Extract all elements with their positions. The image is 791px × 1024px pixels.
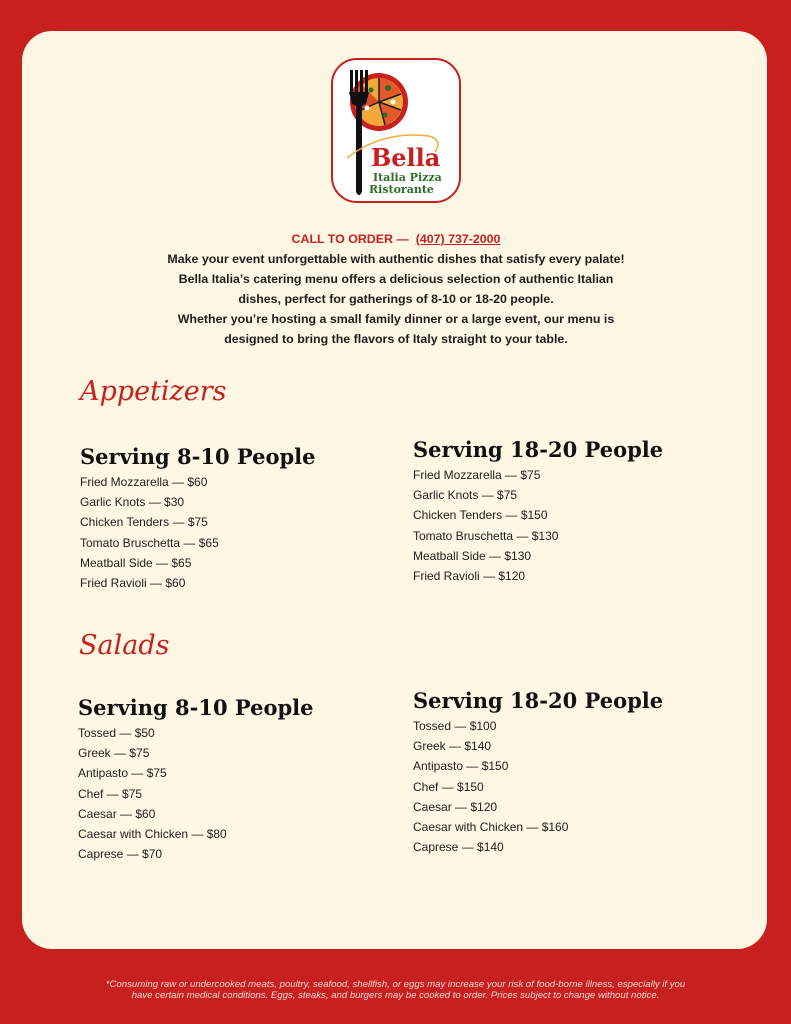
appetizers-small-list bbox=[80, 472, 219, 593]
list-item: Fried Ravioli — $120 bbox=[413, 568, 526, 583]
list-item: Chef — $150 bbox=[413, 779, 484, 794]
call-to-order-line bbox=[120, 229, 672, 249]
list-item: Garlic Knots — $75 bbox=[413, 488, 518, 503]
list-item: Caesar with Chicken — $160 bbox=[413, 819, 569, 834]
list-item: Caesar with Chicken — $80 bbox=[78, 826, 227, 841]
appetizers-title: Appetizers bbox=[80, 376, 227, 407]
appetizers-large-heading: Serving 18-20 People bbox=[413, 437, 664, 462]
list-item: Meatball Side — $65 bbox=[80, 555, 192, 570]
list-item: Chef — $75 bbox=[78, 786, 143, 801]
list-item: Fried Mozzarella — $75 bbox=[413, 468, 541, 482]
list-item: Greek — $75 bbox=[78, 746, 150, 761]
list-item: Garlic Knots — $30 bbox=[80, 495, 185, 510]
list-item: Greek — $140 bbox=[413, 739, 492, 754]
logo-subtitle-line1: Italia Pizza bbox=[373, 171, 442, 184]
intro-line-2: Bella Italia’s catering menu offers a delicious selection of authentic Italian bbox=[178, 272, 614, 286]
list-item: Chicken Tenders — $75 bbox=[80, 515, 208, 530]
list-item: Tossed — $50 bbox=[78, 726, 155, 740]
list-item: Meatball Side — $130 bbox=[413, 548, 532, 563]
salads-small-heading: Serving 8-10 People bbox=[78, 695, 314, 720]
disclaimer-line-2: have certain medical conditions. Eggs, steaks, and burgers may be cooked to order. Prices subject to change without notice. bbox=[131, 990, 660, 1001]
list-item: Tomato Bruschetta — $130 bbox=[413, 528, 559, 543]
intro-line-4: Whether you’re hosting a small family dinner or a large event, our menu is bbox=[177, 312, 615, 326]
disclaimer-line-1: *Consuming raw or undercooked meats, poultry, seafood, shellfish, or eggs may increase your risk of food-borne illness, especially if you bbox=[105, 979, 686, 990]
salads-large-list bbox=[413, 716, 568, 857]
list-item: Antipasto — $150 bbox=[413, 759, 509, 774]
list-item: Caesar — $60 bbox=[78, 806, 156, 821]
phone-link[interactable]: (407) 737-2000 bbox=[415, 232, 501, 246]
call-to-order-label: CALL TO ORDER — bbox=[291, 232, 409, 246]
list-item: Tomato Bruschetta — $65 bbox=[80, 535, 219, 550]
salads-small-list bbox=[78, 723, 227, 864]
list-item: Fried Ravioli — $60 bbox=[80, 575, 186, 590]
list-item: Fried Mozzarella — $60 bbox=[80, 475, 208, 489]
list-item: Caprese — $70 bbox=[78, 847, 163, 862]
intro-line-1: Make your event unforgettable with authentic dishes that satisfy every palate! bbox=[167, 252, 625, 266]
appetizers-large-list bbox=[413, 465, 558, 586]
salads-large-heading: Serving 18-20 People bbox=[413, 688, 664, 713]
appetizers-small-heading: Serving 8-10 People bbox=[80, 444, 316, 469]
disclaimer-footer bbox=[40, 979, 751, 1001]
list-item: Caesar — $120 bbox=[413, 799, 498, 814]
intro-line-3: dishes, perfect for gatherings of 8-10 or 18-20 people. bbox=[238, 292, 554, 306]
list-item: Tossed — $100 bbox=[413, 719, 497, 733]
list-item: Caprese — $140 bbox=[413, 840, 504, 855]
intro-block bbox=[120, 229, 672, 349]
salads-title: Salads bbox=[79, 630, 170, 661]
list-item: Antipasto — $75 bbox=[78, 766, 167, 781]
restaurant-logo bbox=[331, 58, 461, 203]
intro-line-5: designed to bring the flavors of Italy straight to your table. bbox=[224, 332, 568, 346]
list-item: Chicken Tenders — $150 bbox=[413, 508, 548, 523]
logo-brand-text: Bella bbox=[371, 143, 441, 172]
logo-subtitle-line2: Ristorante bbox=[369, 183, 434, 196]
